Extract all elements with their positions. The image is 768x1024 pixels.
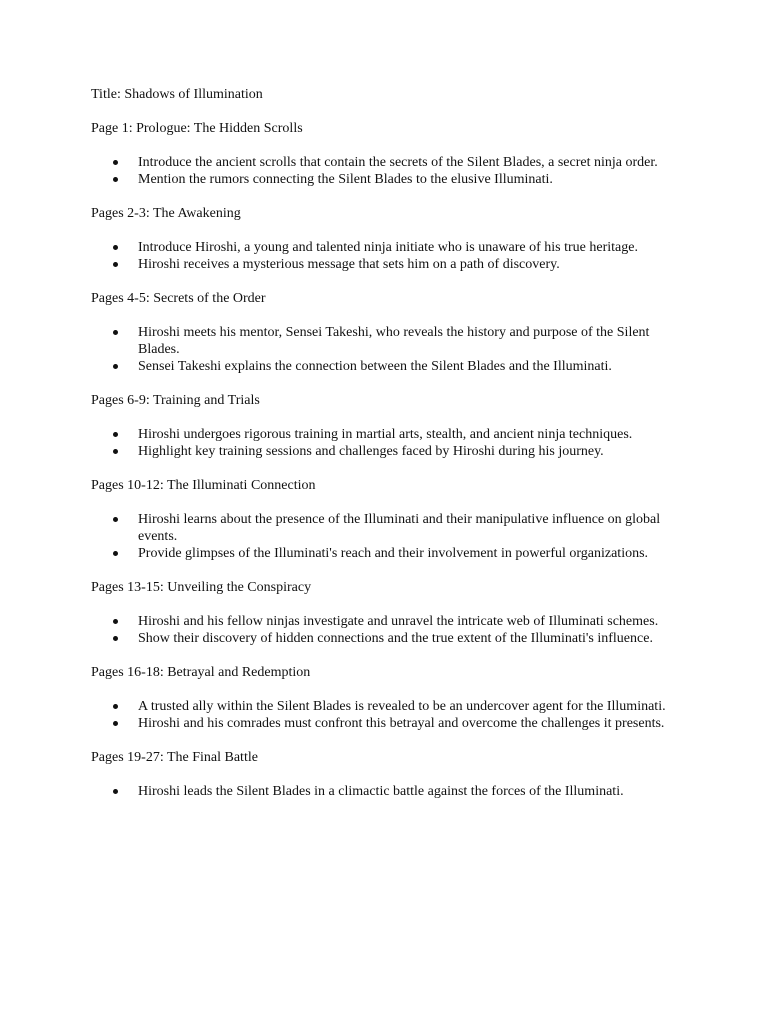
bullet-text: Hiroshi leads the Silent Blades in a climactic battle against the forces of the Illuminati. [138,784,624,799]
bullet-item [91,698,691,715]
bullet-list [91,783,691,800]
bullet-text: Show their discovery of hidden connections and the true extent of the Illuminati's influence. [138,631,653,646]
bullet-text: Hiroshi learns about the presence of the Illuminati and their manipulative influence on global events. [138,512,661,544]
outline-section [91,392,691,460]
bullet-item [91,239,691,256]
document-title: Title: Shadows of Illumination [91,87,263,102]
bullet-dot-icon [113,704,118,709]
section-heading: Pages 4-5: Secrets of the Order [91,291,266,306]
bullet-item [91,426,691,443]
bullet-text: Hiroshi and his fellow ninjas investigate and unravel the intricate web of Illuminati schemes. [138,614,659,629]
bullet-dot-icon [113,551,118,556]
bullet-dot-icon [113,721,118,726]
outline-section [91,120,691,188]
bullet-dot-icon [113,262,118,267]
bullet-text: Sensei Takeshi explains the connection between the Silent Blades and the Illuminati. [138,359,612,374]
bullet-item [91,154,691,171]
section-heading: Pages 10-12: The Illuminati Connection [91,478,316,493]
bullet-text: Hiroshi meets his mentor, Sensei Takeshi, who reveals the history and purpose of the Silent Blades. [138,325,650,357]
bullet-list [91,154,691,188]
bullet-text: Mention the rumors connecting the Silent Blades to the elusive Illuminati. [138,172,553,187]
bullet-dot-icon [113,160,118,165]
section-heading: Pages 13-15: Unveiling the Conspiracy [91,580,312,595]
bullet-item [91,324,691,358]
bullet-dot-icon [113,432,118,437]
outline-section [91,749,691,800]
bullet-item [91,511,691,545]
bullet-item [91,256,691,273]
bullet-text: Introduce the ancient scrolls that contain the secrets of the Silent Blades, a secret ninja order. [138,155,658,170]
bullet-dot-icon [113,789,118,794]
bullet-dot-icon [113,619,118,624]
bullet-list [91,239,691,273]
bullet-dot-icon [113,449,118,454]
outline-section [91,477,691,562]
bullet-text: Hiroshi undergoes rigorous training in martial arts, stealth, and ancient ninja techniques. [138,427,633,442]
bullet-item [91,613,691,630]
bullet-dot-icon [113,364,118,369]
document-page [91,86,691,817]
outline-section [91,664,691,732]
bullet-list [91,698,691,732]
bullet-item [91,443,691,460]
bullet-item [91,715,691,732]
section-heading: Pages 16-18: Betrayal and Redemption [91,665,311,680]
bullet-list [91,511,691,562]
document-sections [91,120,691,800]
bullet-item [91,783,691,800]
bullet-item [91,358,691,375]
bullet-text: Introduce Hiroshi, a young and talented ninja initiate who is unaware of his true heritage. [138,240,638,255]
outline-section [91,579,691,647]
bullet-dot-icon [113,177,118,182]
section-heading: Pages 19-27: The Final Battle [91,750,258,765]
bullet-dot-icon [113,636,118,641]
bullet-dot-icon [113,330,118,335]
section-heading: Pages 6-9: Training and Trials [91,393,260,408]
bullet-item [91,630,691,647]
bullet-item [91,545,691,562]
bullet-text: Hiroshi receives a mysterious message that sets him on a path of discovery. [138,257,560,272]
bullet-dot-icon [113,517,118,522]
outline-section [91,205,691,273]
section-heading: Pages 2-3: The Awakening [91,206,241,221]
bullet-list [91,613,691,647]
bullet-text: A trusted ally within the Silent Blades is revealed to be an undercover agent for the Illuminati. [138,699,666,714]
bullet-item [91,171,691,188]
bullet-dot-icon [113,245,118,250]
bullet-list [91,426,691,460]
section-heading: Page 1: Prologue: The Hidden Scrolls [91,121,303,136]
bullet-text: Highlight key training sessions and challenges faced by Hiroshi during his journey. [138,444,604,459]
bullet-text: Hiroshi and his comrades must confront this betrayal and overcome the challenges it presents. [138,716,665,731]
bullet-list [91,324,691,375]
outline-section [91,290,691,375]
bullet-text: Provide glimpses of the Illuminati's reach and their involvement in powerful organizations. [138,546,649,561]
